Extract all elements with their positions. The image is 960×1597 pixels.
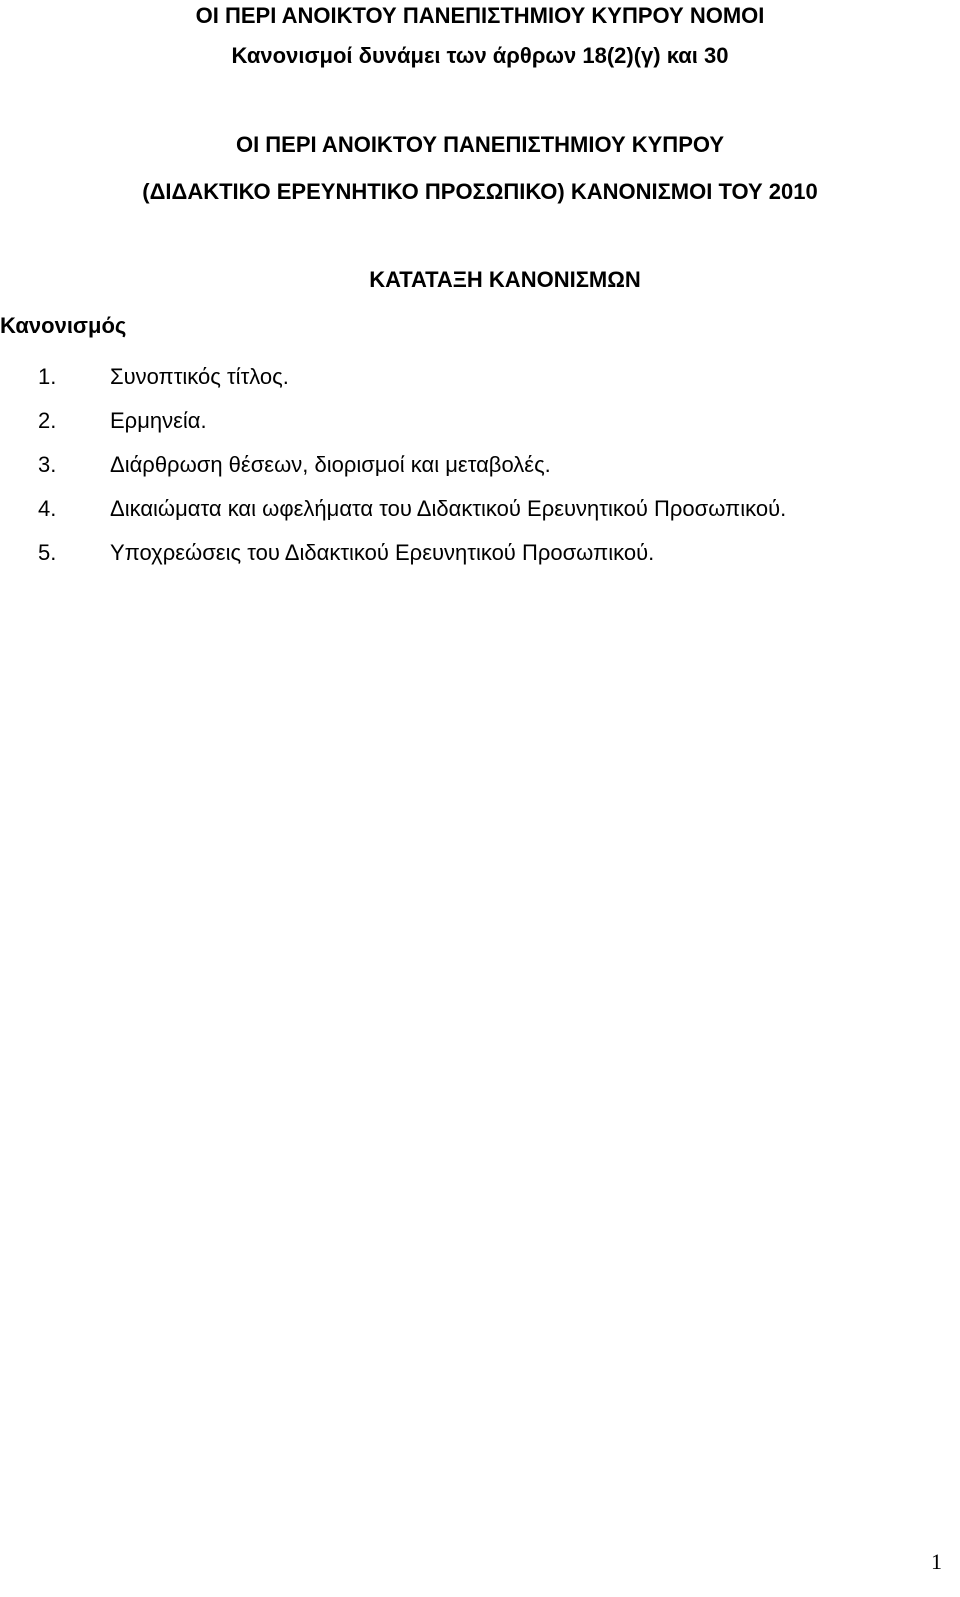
toc-item-number: 5. xyxy=(38,540,57,565)
toc-item-text: Υποχρεώσεις του Διδακτικού Ερευνητικού Προσωπικού. xyxy=(110,540,655,565)
toc-item-text: Διάρθρωση θέσεων, διορισμοί και μεταβολές. xyxy=(110,452,551,477)
regulations-title-line2: (ΔΙΔΑΚΤΙΚΟ ΕΡΕΥΝΗΤΙΚΟ ΠΡΟΣΩΠΙΚΟ) ΚΑΝΟΝΙΣΜΟΙ ΤΟΥ 2010 xyxy=(142,179,818,204)
toc-item xyxy=(38,443,906,487)
toc-item-number: 4. xyxy=(38,496,57,521)
toc-item-number: 3. xyxy=(38,452,57,477)
toc-column-label: Κανονισμός xyxy=(0,313,127,338)
regulations-title-line1: ΟΙ ΠΕΡΙ ΑΝΟΙΚΤΟΥ ΠΑΝΕΠΙΣΤΗΜΙΟΥ ΚΥΠΡΟΥ xyxy=(235,132,725,157)
toc-item xyxy=(38,399,906,443)
toc-item xyxy=(38,487,906,531)
toc-heading: ΚΑΤΑΤΑΞΗ ΚΑΝΟΝΙΣΜΩΝ xyxy=(369,267,641,292)
toc-item-number: 1. xyxy=(38,364,57,389)
toc-item-text: Συνοπτικός τίτλος. xyxy=(110,364,289,389)
toc-item xyxy=(38,355,906,399)
toc-item-text: Ερμηνεία. xyxy=(110,408,207,433)
toc-item-text: Δικαιώματα και ωφελήματα του Διδακτικού Ερευνητικού Προσωπικού. xyxy=(110,496,787,521)
toc-list xyxy=(38,355,906,575)
toc-item-number: 2. xyxy=(38,408,57,433)
toc-item xyxy=(38,531,906,575)
regulations-authority: Κανονισμοί δυνάμει των άρθρων 18(2)(γ) και 30 xyxy=(231,43,729,68)
page-number: 1 xyxy=(931,1549,942,1574)
law-title: ΟΙ ΠΕΡΙ ΑΝΟΙΚΤΟΥ ΠΑΝΕΠΙΣΤΗΜΙΟΥ ΚΥΠΡΟΥ ΝΟΜΟΙ xyxy=(195,3,765,28)
